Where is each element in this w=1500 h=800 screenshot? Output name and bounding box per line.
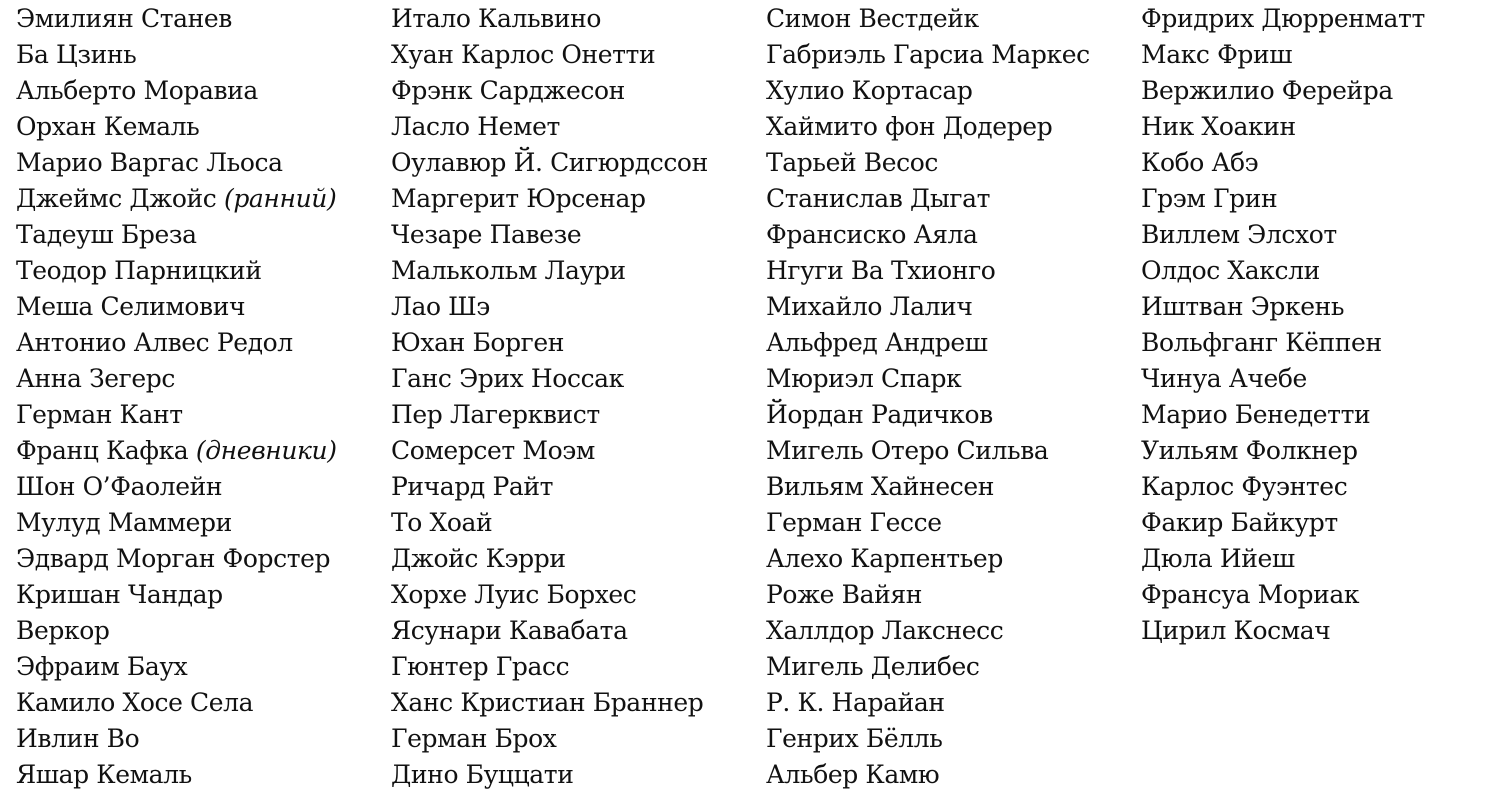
author-name: Ивлин Во: [16, 724, 140, 753]
author-name: Кришан Чандар: [16, 580, 223, 609]
author-name: Герман Кант: [16, 400, 183, 429]
author-entry: [16, 37, 337, 73]
author-name: Франц Кафка: [16, 436, 189, 465]
author-name: Олдос Хаксли: [1141, 256, 1320, 285]
author-name: Марио Варгас Льоса: [16, 148, 283, 177]
author-entry: [1141, 145, 1425, 181]
author-entry: [391, 685, 708, 721]
author-entry: [391, 73, 708, 109]
author-name: Ричард Райт: [391, 472, 554, 501]
author-column-1: [16, 1, 337, 793]
author-entry: [16, 181, 337, 217]
author-name: Вильям Хайнесен: [766, 472, 994, 501]
author-entry: [391, 433, 708, 469]
author-entry: [766, 145, 1090, 181]
author-entry: [391, 1, 708, 37]
author-name: Джеймс Джойс: [16, 184, 217, 213]
author-entry: [1141, 325, 1425, 361]
author-name: Факир Байкурт: [1141, 508, 1338, 537]
author-name: Р. К. Нарайан: [766, 688, 945, 717]
author-entry: [391, 361, 708, 397]
author-note: (ранний): [223, 184, 337, 213]
author-name: Ник Хоакин: [1141, 112, 1296, 141]
author-entry: [16, 109, 337, 145]
author-entry: [16, 433, 337, 469]
author-name: Гюнтер Грасс: [391, 652, 570, 681]
author-name: Пер Лагерквист: [391, 400, 600, 429]
author-entry: [16, 397, 337, 433]
author-name: Кобо Абэ: [1141, 148, 1259, 177]
author-name: Дюла Ийеш: [1141, 544, 1295, 573]
author-entry: [391, 649, 708, 685]
author-name: Камило Хосе Села: [16, 688, 254, 717]
author-name: Герман Брох: [391, 724, 557, 753]
author-entry: [766, 181, 1090, 217]
author-entry: [391, 541, 708, 577]
author-entry: [1141, 109, 1425, 145]
author-entry: [391, 217, 708, 253]
author-name: Хорхе Луис Борхес: [391, 580, 637, 609]
author-name: Симон Вестдейк: [766, 4, 979, 33]
author-entry: [391, 37, 708, 73]
author-entry: [16, 541, 337, 577]
author-name: Тадеуш Бреза: [16, 220, 197, 249]
author-entry: [16, 469, 337, 505]
author-name: Джойс Кэрри: [391, 544, 566, 573]
author-entry: [766, 757, 1090, 793]
author-entry: [1141, 253, 1425, 289]
author-entry: [766, 613, 1090, 649]
author-name: Марио Бенедетти: [1141, 400, 1371, 429]
author-name: Альберто Моравиа: [16, 76, 258, 105]
author-entry: [1141, 541, 1425, 577]
author-name: Хуан Карлос Онетти: [391, 40, 656, 69]
author-entry: [391, 757, 708, 793]
author-name: Меша Селимович: [16, 292, 246, 321]
author-entry: [16, 685, 337, 721]
author-entry: [16, 613, 337, 649]
author-name: Йордан Радичков: [766, 400, 993, 429]
author-name: Франсиско Аяла: [766, 220, 978, 249]
author-name: Виллем Элсхот: [1141, 220, 1337, 249]
author-name: Мигель Отеро Сильва: [766, 436, 1049, 465]
author-entry: [766, 721, 1090, 757]
author-entry: [766, 1, 1090, 37]
author-entry: [391, 505, 708, 541]
author-entry: [766, 361, 1090, 397]
author-name: Эдвард Морган Форстер: [16, 544, 331, 573]
author-entry: [16, 217, 337, 253]
author-name: Ясунари Кавабата: [391, 616, 628, 645]
author-name: Ханс Кристиан Браннер: [391, 688, 704, 717]
author-name: Малькольм Лаури: [391, 256, 626, 285]
author-entry: [16, 649, 337, 685]
author-entry: [391, 469, 708, 505]
author-name: Дино Буццати: [391, 760, 574, 789]
author-entry: [16, 721, 337, 757]
author-name: Габриэль Гарсиа Маркес: [766, 40, 1090, 69]
author-name: Чинуа Ачебе: [1141, 364, 1307, 393]
author-name: Мюриэл Спарк: [766, 364, 962, 393]
author-name: Теодор Парницкий: [16, 256, 262, 285]
author-name: Орхан Кемаль: [16, 112, 200, 141]
author-name: Михайло Лалич: [766, 292, 973, 321]
author-name: Веркор: [16, 616, 110, 645]
author-entry: [16, 757, 337, 793]
author-column-2: [391, 1, 708, 793]
author-entry: [1141, 469, 1425, 505]
author-name: Лао Шэ: [391, 292, 490, 321]
author-name: Фрэнк Сарджесон: [391, 76, 625, 105]
author-entry: [16, 325, 337, 361]
author-entry: [391, 397, 708, 433]
author-name: Эмилиян Станев: [16, 4, 232, 33]
author-name: Мулуд Маммери: [16, 508, 232, 537]
author-entry: [766, 433, 1090, 469]
author-entry: [766, 649, 1090, 685]
author-entry: [1141, 37, 1425, 73]
author-name: Тарьей Весос: [766, 148, 939, 177]
author-name: Мигель Делибес: [766, 652, 980, 681]
author-entry: [1141, 433, 1425, 469]
author-entry: [766, 505, 1090, 541]
author-entry: [766, 325, 1090, 361]
author-name: Грэм Грин: [1141, 184, 1278, 213]
author-name: Анна Зегерс: [16, 364, 175, 393]
author-column-4: [1141, 1, 1425, 649]
author-name: Ласло Немет: [391, 112, 560, 141]
author-name: Роже Вайян: [766, 580, 922, 609]
author-entry: [766, 577, 1090, 613]
author-name: Франсуа Мориак: [1141, 580, 1360, 609]
author-entry: [16, 577, 337, 613]
author-entry: [16, 145, 337, 181]
author-entry: [16, 505, 337, 541]
author-name: Уильям Фолкнер: [1141, 436, 1358, 465]
author-entry: [391, 325, 708, 361]
author-entry: [1141, 289, 1425, 325]
author-entry: [766, 469, 1090, 505]
author-entry: [1141, 577, 1425, 613]
author-entry: [16, 1, 337, 37]
author-name: Ганс Эрих Носсак: [391, 364, 624, 393]
author-name: То Хоай: [391, 508, 493, 537]
author-entry: [766, 217, 1090, 253]
author-entry: [766, 289, 1090, 325]
author-entry: [766, 541, 1090, 577]
author-name: Алехо Карпентьер: [766, 544, 1003, 573]
author-name: Нгуги Ва Тхионго: [766, 256, 996, 285]
author-name: Оулавюр Й. Сигюрдссон: [391, 148, 708, 177]
author-name: Герман Гессе: [766, 508, 942, 537]
author-entry: [1141, 505, 1425, 541]
author-name: Сомерсет Моэм: [391, 436, 595, 465]
author-entry: [391, 289, 708, 325]
author-entry: [391, 613, 708, 649]
author-entry: [1141, 361, 1425, 397]
author-entry: [766, 685, 1090, 721]
author-entry: [1141, 73, 1425, 109]
author-name: Юхан Борген: [391, 328, 565, 357]
author-name: Эфраим Баух: [16, 652, 188, 681]
author-entry: [391, 181, 708, 217]
author-note: (дневники): [195, 436, 337, 465]
author-entry: [391, 721, 708, 757]
author-entry: [1141, 217, 1425, 253]
author-name: Цирил Космач: [1141, 616, 1331, 645]
author-name: Яшар Кемаль: [16, 760, 192, 789]
author-entry: [766, 109, 1090, 145]
author-name: Халлдор Лакснесс: [766, 616, 1004, 645]
author-entry: [766, 73, 1090, 109]
author-entry: [1141, 181, 1425, 217]
author-name: Карлос Фуэнтес: [1141, 472, 1348, 501]
author-name: Итало Кальвино: [391, 4, 602, 33]
author-entry: [766, 397, 1090, 433]
author-entry: [391, 145, 708, 181]
author-entry: [391, 577, 708, 613]
author-name: Хаймито фон Додерер: [766, 112, 1053, 141]
author-name: Фридрих Дюрренматт: [1141, 4, 1425, 33]
author-entry: [16, 253, 337, 289]
author-name: Станислав Дыгат: [766, 184, 991, 213]
author-entry: [1141, 613, 1425, 649]
author-entry: [766, 253, 1090, 289]
author-name: Хулио Кортасар: [766, 76, 973, 105]
author-entry: [1141, 397, 1425, 433]
author-name: Ба Цзинь: [16, 40, 137, 69]
author-name: Антонио Алвес Редол: [16, 328, 293, 357]
author-name: Вержилио Ферейра: [1141, 76, 1393, 105]
author-name: Чезаре Павезе: [391, 220, 582, 249]
author-entry: [391, 253, 708, 289]
author-entry: [1141, 1, 1425, 37]
author-entry: [391, 109, 708, 145]
author-entry: [16, 289, 337, 325]
author-entry: [16, 361, 337, 397]
author-name: Альфред Андреш: [766, 328, 988, 357]
author-column-3: [766, 1, 1090, 793]
author-name: Альбер Камю: [766, 760, 940, 789]
author-name: Макс Фриш: [1141, 40, 1293, 69]
author-name: Маргерит Юрсенар: [391, 184, 646, 213]
author-name: Вольфганг Кёппен: [1141, 328, 1382, 357]
author-name: Иштван Эркень: [1141, 292, 1345, 321]
author-name: Генрих Бёлль: [766, 724, 943, 753]
author-name: Шон О’Фаолейн: [16, 472, 223, 501]
author-entry: [766, 37, 1090, 73]
author-entry: [16, 73, 337, 109]
